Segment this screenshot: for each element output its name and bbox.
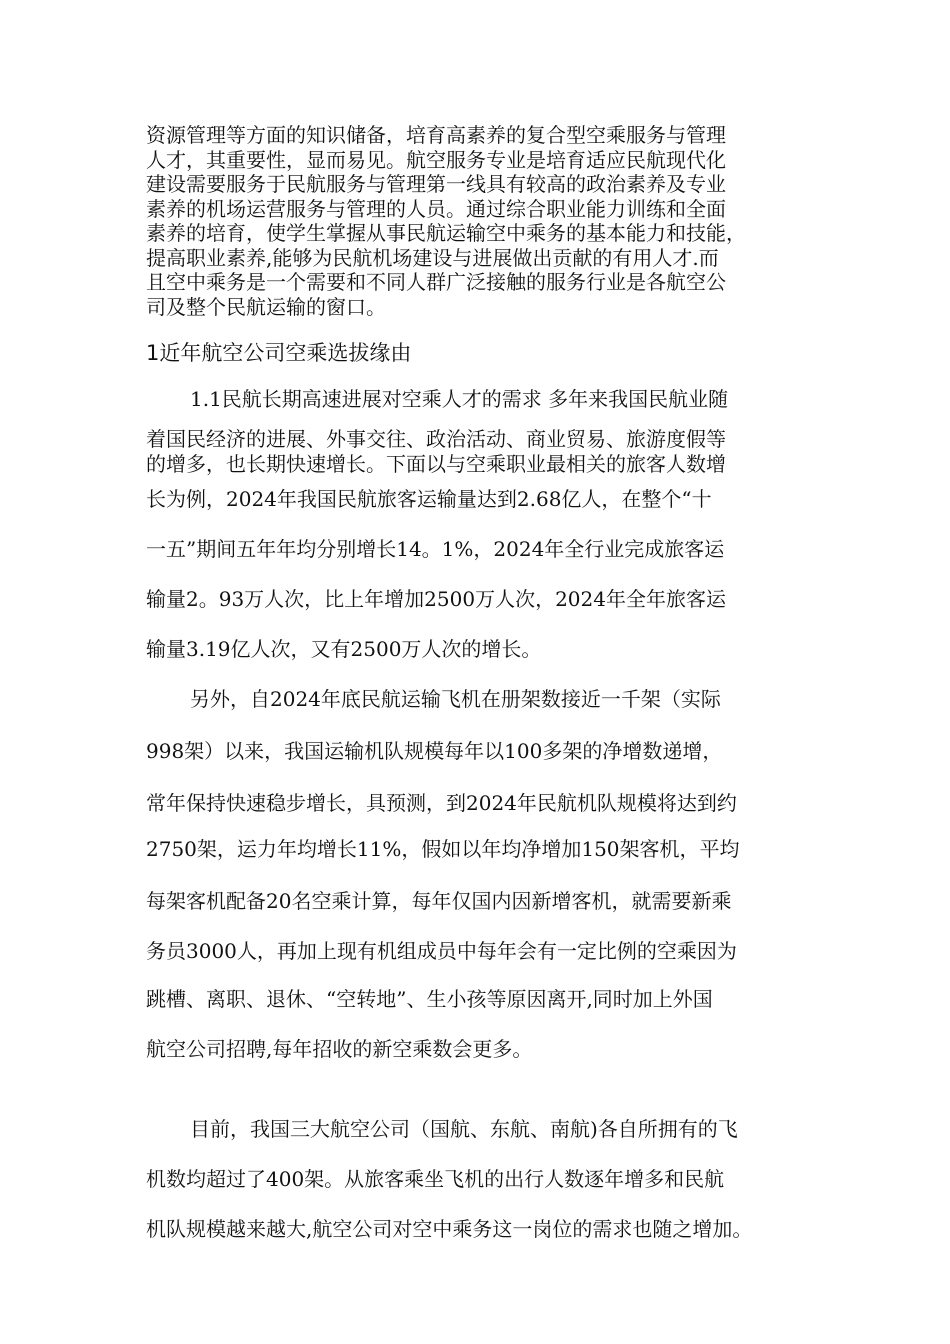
text-line: 目前，我国三大航空公司（国航、东航、南航)各自所拥有的飞 [190,1117,738,1141]
text-line: 人才，其重要性，显而易见。航空服务专业是培育适应民航现代化 [146,147,726,172]
text-line: 资源管理等方面的知识储备，培育高素养的复合型空乘服务与管理 [146,123,726,147]
text-line: 常年保持快速稳步增长，具预测，到2024年民航机队规模将达到约 [146,791,737,815]
text-line: 1.1民航长期高速进展对空乘人才的需求 多年来我国民航业随 [190,387,729,411]
text-line: 素养的培育，使学生掌握从事民航运输空中乘务的基本能力和技能， [146,221,746,245]
text-line: 每架客机配备20名空乘计算，每年仅国内因新增客机，就需要新乘 [146,889,732,913]
text-line: 提高职业素养,能够为民航机场建设与进展做出贡献的有用人才.而 [146,245,719,270]
text-line: 输量3.19亿人次，又有2500万人次的增长。 [146,637,542,661]
intro-paragraph [146,123,822,319]
text-line: 跳槽、离职、退休、“空转地”、生小孩等原因离开,同时加上外国 [146,987,713,1011]
text-line: 的增多，也长期快速增长。下面以与空乘职业最相关的旅客人数增 [146,452,726,476]
text-line: 998架）以来，我国运输机队规模每年以100多架的净增数递增， [146,739,723,763]
text-line: 长为例，2024年我国民航旅客运输量达到2.68亿人，在整个“十 [146,487,712,511]
text-line: 一五”期间五年年均分别增长14。1%，2024年全行业完成旅客运 [146,537,725,561]
text-line: 另外，自2024年底民航运输飞机在册架数接近一千架（实际 [190,687,721,711]
text-line: 机队规模越来越大,航空公司对空中乘务这一岗位的需求也随之增加。 [146,1217,753,1241]
text-line: 且空中乘务是一个需要和不同人群广泛接触的服务行业是各航空公 [146,270,726,294]
section-heading: 1近年航空公司空乘选拔缘由 [146,341,412,365]
text-line: 航空公司招聘,每年招收的新空乘数会更多。 [146,1037,533,1061]
text-line: 2750架，运力年均增长11%，假如以年均净增加150架客机，平均 [146,837,740,861]
text-line: 务员3000人，再加上现有机组成员中每年会有一定比例的空乘因为 [146,939,737,963]
text-line: 输量2。93万人次，比上年增加2500万人次，2024年全年旅客运 [146,587,726,611]
text-line: 机数均超过了400架。从旅客乘坐飞机的出行人数逐年增多和民航 [146,1167,725,1191]
text-line: 素养的机场运营服务与管理的人员。通过综合职业能力训练和全面 [146,196,726,221]
text-line: 着国民经济的进展、外事交往、政治活动、商业贸易、旅游度假等 [146,427,726,451]
text-line: 建设需要服务于民航服务与管理第一线具有较高的政治素养及专业 [146,172,726,196]
text-line: 司及整个民航运输的窗口。 [146,294,386,319]
